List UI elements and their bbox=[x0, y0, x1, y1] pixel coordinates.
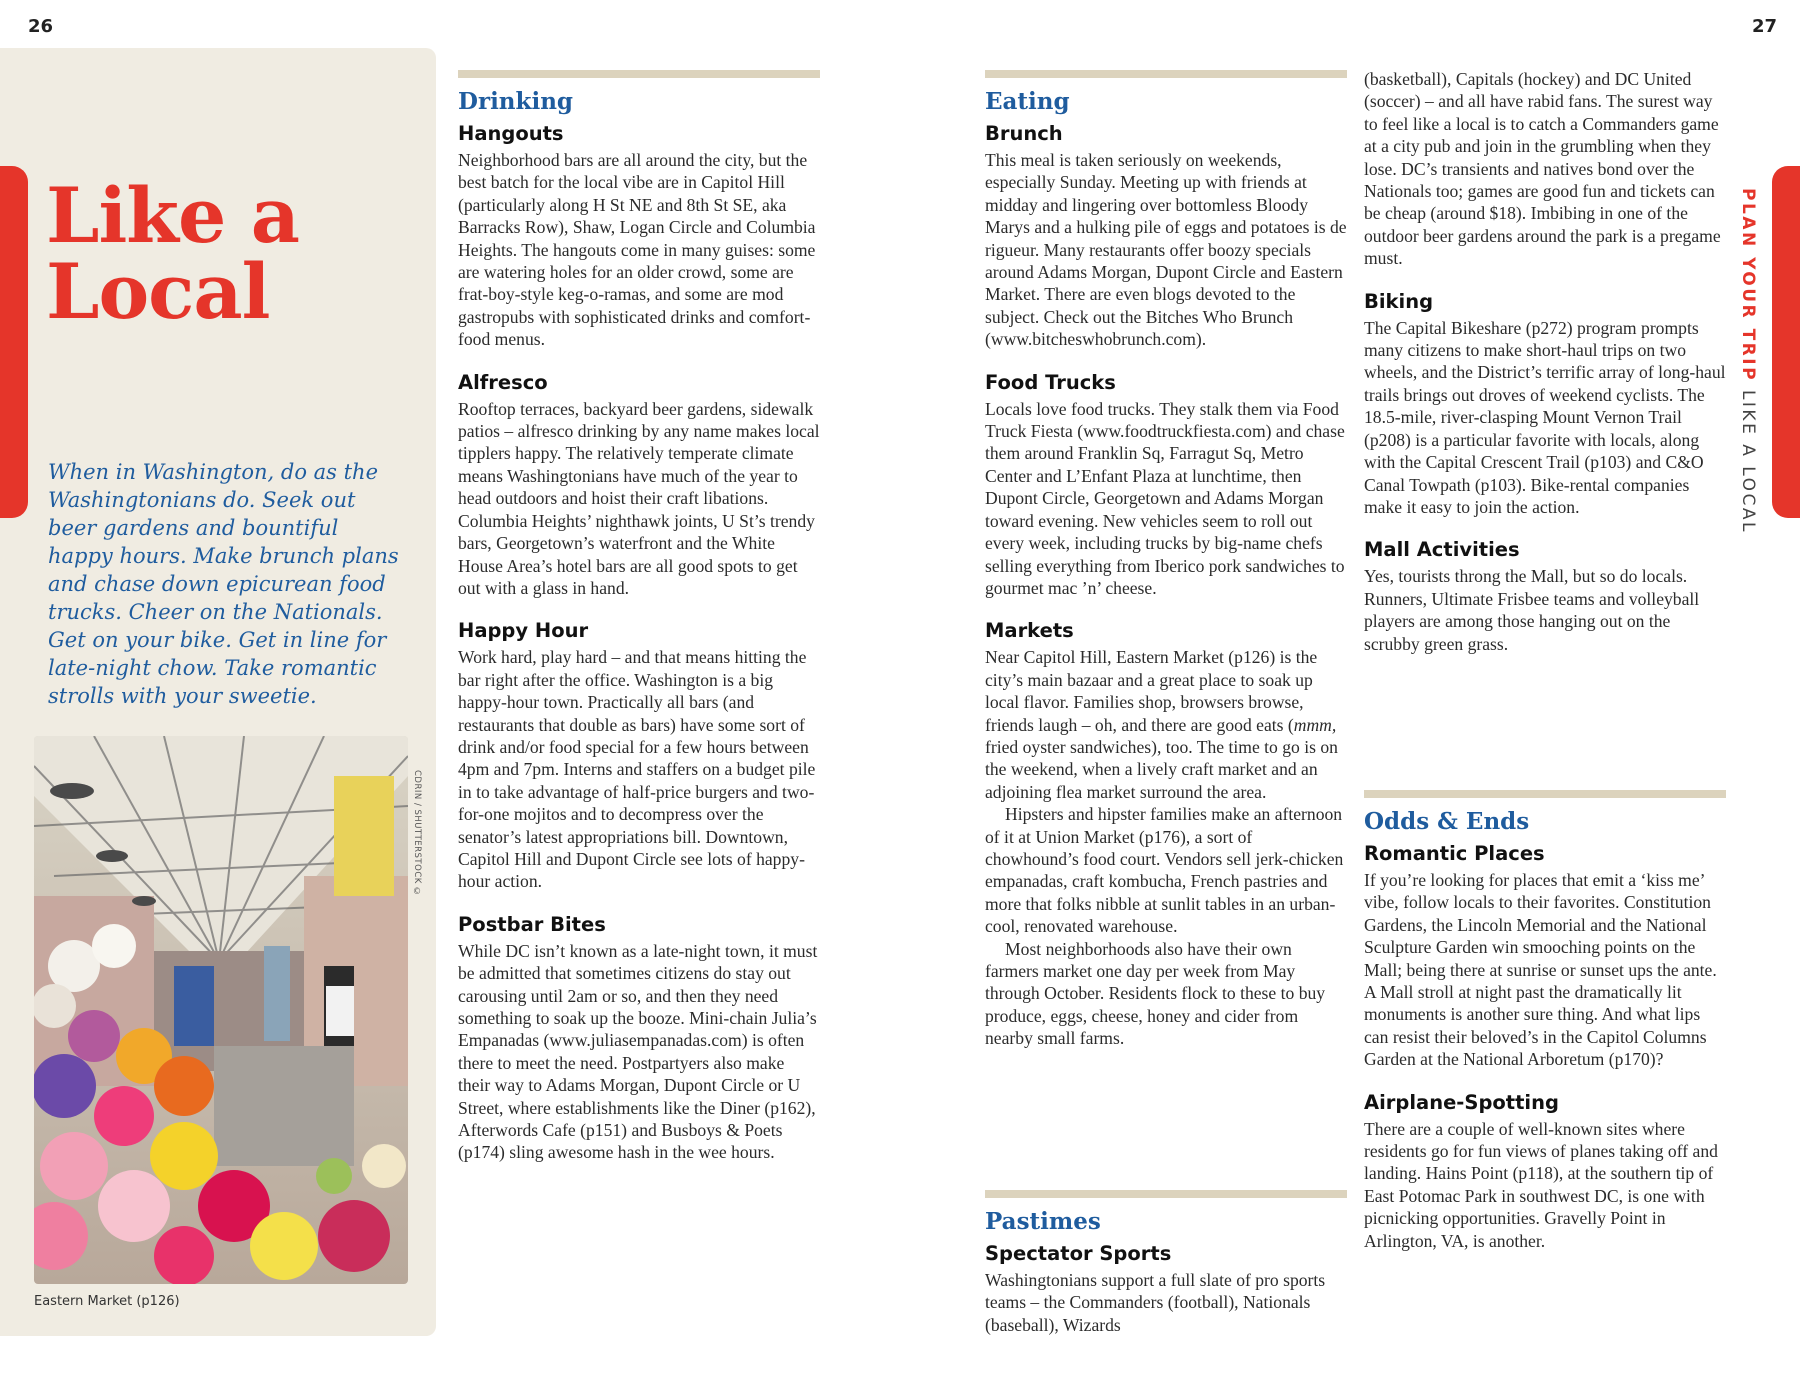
mall-text: Yes, tourists throng the Mall, but so do locals. Runners, Ultimate Frisbee teams and volleyball players are among those hanging out on the scrubby green grass. bbox=[1364, 566, 1700, 654]
eating-column bbox=[985, 70, 1347, 1050]
markets-text-3: Most neighborhoods also have their own farmers market one day per week from May through October. Residents flock to these to buy produce, eggs, cheese, honey and cider from nearby small farms. bbox=[985, 938, 1326, 1049]
eastern-market-photo bbox=[34, 736, 408, 1284]
odds-column bbox=[1364, 790, 1726, 1252]
chapter-tab-right bbox=[1772, 166, 1800, 518]
running-label-chapter: LIKE A LOCAL bbox=[1738, 382, 1758, 534]
page-number-right: 27 bbox=[1752, 16, 1778, 37]
running-section-label bbox=[1738, 188, 1758, 534]
markets-text-1 bbox=[985, 646, 1347, 803]
alfresco-heading: Alfresco bbox=[458, 370, 548, 394]
food-trucks-text: Locals love food trucks. They stalk them via Food Truck Fiesta (www.foodtruckfiesta.com) and chase them around Franklin Sq, Farragut Sq, Metro Center and L’Enfant Plaza at lunchtime, then Dupont Circle, Georgetown and Adams Morgan toward evening. New vehicles seem to roll out every week, including trucks by big-name chefs selling everything from Iberico pork sandwiches to gourmet mac ’n’ cheese. bbox=[985, 398, 1345, 598]
section-rule bbox=[985, 1190, 1347, 1198]
markets-heading: Markets bbox=[985, 619, 1074, 643]
pastimes-column bbox=[985, 1190, 1347, 1336]
spectator-heading: Spectator Sports bbox=[985, 1242, 1172, 1265]
postbar-text: While DC isn’t known as a late-night town, it must be admitted that sometimes citizens do stay out carousing until 2am or so, and then they need something to soak up the booze. Mini-chain Julia’s Empanadas (www.juliasempanadas.com) is often there to meet the need. Postpartyers also make their way to Adams Morgan, Dupont Circle or U Street, where establishments like the Diner (p162), Afterwords Cafe (p151) and Busboys & Poets (p174) sling awesome hash in the wee hours. bbox=[458, 940, 818, 1163]
section-rule bbox=[985, 70, 1347, 78]
markets-text-1-em: mmm, bbox=[1293, 714, 1337, 735]
chapter-title bbox=[46, 171, 300, 336]
happy-hour-text: Work hard, play hard – and that means hitting the bar right after the office. Washington is a big happy-hour town. Practically all bars (and restaurants that double as bars) have some sort of drink and/or food special for a few hours between 4pm and 7pm. Interns and staffers on a budget pile in to take advantage of half-price burgers and two-for-one mojitos and to decompress over the senator’s latest appropriations bill. Downtown, Capitol Hill and Dupont Circle see lots of happy-hour action. bbox=[458, 647, 816, 892]
page-number-left: 26 bbox=[28, 16, 54, 37]
chapter-tab-left bbox=[0, 166, 28, 518]
brunch-heading: Brunch bbox=[985, 122, 1063, 145]
photo-credit: CDRIN / SHUTTERSTOCK © bbox=[412, 770, 422, 898]
biking-text: The Capital Bikeshare (p272) program prompts many citizens to make short-haul trips on two wheels, and the District’s terrific array of long-haul trails brings out droves of weekend cyclists. The 18.5-mile, river-clasping Mount Vernon Trail (p208) is a particular favorite with locals, along with the Capital Crescent Trail (p103) and C&O Canal Towpath (p103). Bike-rental companies make it easy to join the action. bbox=[1364, 317, 1726, 517]
spectator-text-cont: (basketball), Capitals (hockey) and DC United (soccer) – and all have rabid fans. The surest way to feel like a local is to catch a Commanders game at a city pub and join in the grumbling when they lose. DC’s transients and natives bond over the Nationals too; games are good fun and tickets can be cheap (around $18). Imbibing in one of the outdoor beer gardens around the park is a pregame must. bbox=[1364, 69, 1721, 269]
mall-heading: Mall Activities bbox=[1364, 538, 1520, 562]
markets-text-2: Hipsters and hipster families make an afternoon of it at Union Market (p176), a sort of chowhound’s food court. Vendors sell jerk-chicken empanadas, craft kombucha, French pastries and more that folks nibble at sunlit tables in an urban-cool, renovated warehouse. bbox=[985, 804, 1344, 937]
brunch-text: This meal is taken seriously on weekends, especially Sunday. Meeting up with friends at midday and lingering over bottomless Bloody Marys and a hulking pile of eggs and potatoes is de rigueur. Many restaurants offer boozy specials around Adams Morgan, Dupont Circle and Eastern Market. There are even blogs devoted to the subject. Check out the Bitches Who Brunch (www.bitcheswhobrunch.com). bbox=[985, 150, 1347, 350]
markets-text-1a: Near Capitol Hill, Eastern Market (p126) is the city’s main bazaar and a great place to soak up local flavor. Families shop, browsers browse, friends laugh – oh, and there are good eats ( bbox=[985, 647, 1318, 735]
happy-hour-heading: Happy Hour bbox=[458, 619, 589, 643]
photo-caption: Eastern Market (p126) bbox=[34, 1294, 180, 1309]
section-rule bbox=[458, 70, 820, 78]
romantic-heading: Romantic Places bbox=[1364, 842, 1545, 865]
hangouts-text: Neighborhood bars are all around the city, but the best batch for the local vibe are in Capitol Hill (particularly along H St NE and 8th St SE, aka Barracks Row), Shaw, Logan Circle and Columbia Heights. The hangouts come in many guises: some are watering holes for an older crowd, some are frat-boy-style keg-o-ramas, and some are mod gastropubs with sophisticated drinks and comfort-food menus. bbox=[458, 150, 816, 350]
chapter-intro: When in Washington, do as the Washingtonians do. Seek out beer gardens and bountiful happy hours. Make brunch plans and chase down epicurean food trucks. Cheer on the Nationals. Get on your bike. Get in line for late-night chow. Take romantic strolls with your sweetie. bbox=[48, 460, 399, 708]
eating-title: Eating bbox=[985, 88, 1070, 115]
pastimes-continued-column bbox=[1364, 68, 1726, 655]
drinking-column bbox=[458, 70, 820, 1164]
food-trucks-heading: Food Trucks bbox=[985, 370, 1116, 394]
running-label-part: PLAN YOUR TRIP bbox=[1738, 188, 1758, 383]
alfresco-text: Rooftop terraces, backyard beer gardens, sidewalk patios – alfresco drinking by any name makes local tipplers happy. The relatively temperate climate means Washingtonians have much of the year to head outdoors and hoist their craft libations. Columbia Heights’ nighthawk joints, U St’s trendy bars, Georgetown’s waterfront and the White House Area’s hotel bars are all good spots to get out with a glass in hand. bbox=[458, 398, 820, 598]
odds-title: Odds & Ends bbox=[1364, 808, 1530, 835]
section-rule bbox=[1364, 790, 1726, 798]
biking-heading: Biking bbox=[1364, 289, 1434, 313]
spectator-text-start: Washingtonians support a full slate of pro sports teams – the Commanders (football), Nationals (baseball), Wizards bbox=[985, 1270, 1326, 1335]
hangouts-heading: Hangouts bbox=[458, 122, 564, 145]
flower-market-photo-icon bbox=[34, 736, 408, 1284]
pastimes-title: Pastimes bbox=[985, 1208, 1101, 1235]
romantic-text: If you’re looking for places that emit a ‘kiss me’ vibe, follow locals to their favorites. Constitution Gardens, the Lincoln Memorial and the National Sculpture Garden win smooching points on the Mall; being there at sunrise or sunset ups the ante. A Mall stroll at night past the dramatically lit monuments is another sure thing. And what lips can resist their beloved’s in the Capitol Columns Garden at the National Arboretum (p170)? bbox=[1364, 870, 1717, 1070]
markets-text-1b: fried oyster sandwiches), too. The time to go is on the weekend, when a lively craft market and an adjoining flea market surround the area. bbox=[985, 736, 1338, 802]
drinking-title: Drinking bbox=[458, 88, 573, 115]
chapter-title-line2: Local bbox=[46, 247, 270, 336]
airplane-text: There are a couple of well-known sites where residents go for fun views of planes taking off and landing. Hains Point (p118), at the southern tip of East Potomac Park in southwest DC, is one with picnicking opportunities. Gravelly Point in Arlington, VA, is another. bbox=[1364, 1118, 1718, 1251]
airplane-heading: Airplane-Spotting bbox=[1364, 1090, 1559, 1114]
chapter-title-line1: Like a bbox=[46, 171, 300, 260]
postbar-heading: Postbar Bites bbox=[458, 912, 606, 936]
